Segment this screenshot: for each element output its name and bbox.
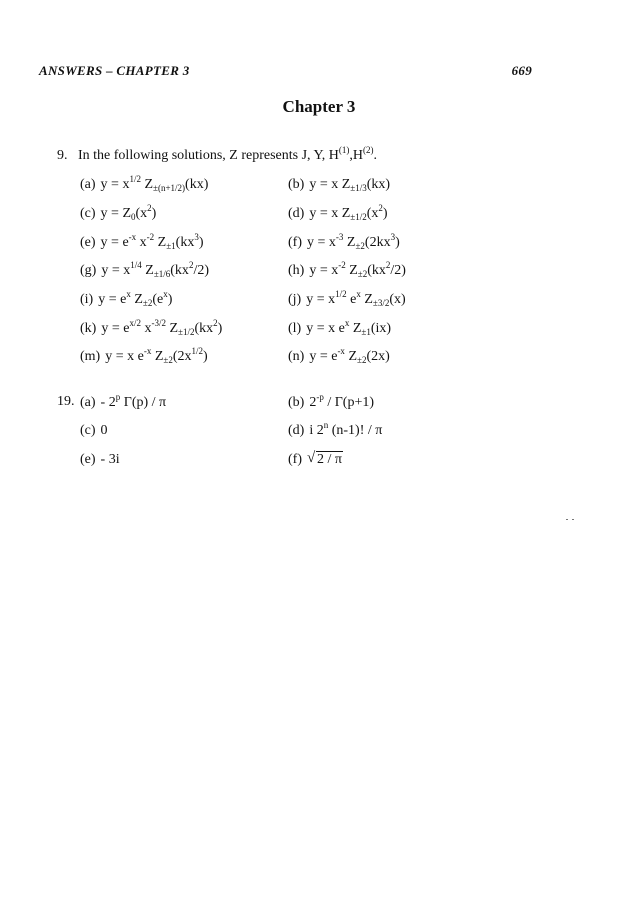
intro-text: In the following solutions, Z represents J, Y, H [78,148,339,163]
answer-expression: y = x $e^x$ $Z_{\pm 1}(ix)$ [306,318,392,337]
answer-19d [288,422,382,440]
answer-expression: 0 [100,423,108,438]
answer-expression: $2^{-p} / \Gamma(p+1)$ [309,392,375,410]
radicand: 2 / π [317,452,342,467]
answer-label: (a) [80,395,96,410]
answer-expression: $y = x^{1/2}$ $Z_{\pm(n+1/2)}(kx)$ [100,174,209,193]
answer-label: (d) [288,423,305,438]
answer-19c [80,422,108,440]
chapter-title: Chapter 3 [282,97,356,116]
intro-h2-superscript: (2) [363,145,374,155]
problem-19-number: 19. [57,394,75,409]
answer-label: (k) [80,321,97,336]
answer-9b [288,176,390,194]
answer-label: (c) [80,206,96,221]
answer-expression: - 3i [100,452,120,467]
answer-9h [288,262,406,280]
answer-19a [80,394,166,412]
answer-expression [307,451,343,469]
scan-speck [566,519,568,520]
answer-label: (h) [288,263,305,278]
answer-label: (i) [80,292,94,307]
answer-9i [80,291,172,309]
answer-9d [288,205,388,223]
answer-expression: $y = x^{-3}$ $Z_{\pm 2}(2kx^3)$ [307,232,400,251]
answer-19e [80,451,120,469]
radical-sign-icon: √ [307,450,316,466]
answer-9n [288,348,390,366]
intro-separator: ,H [349,148,364,163]
page-number: 669 [511,63,532,78]
answer-expression: $y = Z_0(x^2)$ [100,203,157,222]
answer-expression: y = x $e^{-x}$ $Z_{\pm 2}(2x^{1/2})$ [105,346,208,365]
answer-label: (g) [80,263,97,278]
running-header [39,63,532,81]
intro-end: . [373,148,378,163]
answer-19b [288,394,374,412]
answer-label: (j) [288,292,302,307]
answer-label: (f) [288,235,302,250]
answer-9m [80,348,208,366]
scan-speck [572,519,574,520]
answer-9e [80,234,204,252]
problem-9-intro [78,145,378,164]
square-root [307,451,343,469]
answer-label: (e) [80,452,96,467]
answer-expression: y = x $Z_{\pm 1/3}(kx)$ [309,177,391,193]
answer-expression: i 2$^n$ (n-1)! / π [309,420,383,438]
answer-label: (c) [80,423,96,438]
answer-9a [80,176,208,194]
answer-9g [80,262,209,280]
running-header-title: ANSWERS – CHAPTER 3 [39,63,190,78]
answer-9c [80,205,156,223]
answer-label: (f) [288,452,302,467]
answer-label: (b) [288,177,305,192]
answer-19f [288,451,343,469]
answer-expression: $y = e^x$ $Z_{\pm 2}(e^x)$ [98,289,173,308]
answer-9f [288,234,400,252]
answer-expression: $y = e^{-x}$ $Z_{\pm 2}(2x)$ [309,346,390,365]
answer-label: (e) [80,235,96,250]
answer-9l [288,320,391,338]
answer-label: (l) [288,321,302,336]
intro-h1-superscript: (1) [338,145,350,155]
answer-expression: y = x $Z_{\pm 1/2}(x^2)$ [309,203,388,222]
problem-9-number: 9. [57,148,68,163]
answer-9k [80,320,222,338]
answer-label: (d) [288,206,305,221]
answer-expression: $y = x^{1/2}$ $e^x$ $Z_{\pm 3/2}(x)$ [306,289,406,308]
answer-expression: $y = x^{-2}$ $Z_{\pm 2}(kx^2/2)$ [309,260,406,279]
answer-expression: $y = e^{-x}$ $x^{-2}$ $Z_{\pm 1}(kx^3)$ [100,232,204,251]
answer-expression: $y = e^{x/2}$ $x^{-3/2}$ $Z_{\pm 1/2}(kx^2)$ [101,318,223,337]
answer-expression: - 2$^p$ Γ(p) / π [100,392,167,410]
answer-9j [288,291,406,309]
answer-label: (b) [288,395,305,410]
answer-expression: $y = x^{1/4}$ $Z_{\pm 1/6}(kx^2/2)$ [101,260,209,279]
answer-label: (m) [80,349,101,364]
answer-label: (n) [288,349,305,364]
answer-label: (a) [80,177,96,192]
